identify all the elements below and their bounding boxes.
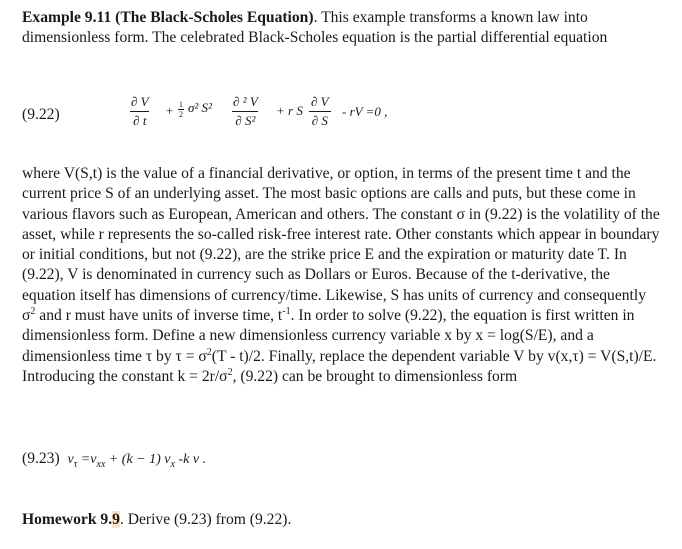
plus-sign: + <box>166 103 174 118</box>
one-half-fraction: $\frac{1}{2}$ <box>179 100 183 119</box>
homework-label: Homework 9.9 <box>22 511 120 528</box>
homework-text: . Derive (9.23) from (9.22). <box>119 511 292 528</box>
example-heading: Example 9.11 (The Black-Scholes Equation) <box>22 9 314 26</box>
example-paragraph <box>22 8 662 49</box>
equation-9-23-label: (9.23) <box>22 450 60 467</box>
equation-9-22-label: (9.22) <box>22 106 60 123</box>
highlighted-number: 9 <box>112 511 120 528</box>
d2V-dS2-fraction: $\frac{\text{∂ ² V}}{\text{∂ S²}}$ <box>233 94 258 128</box>
homework-line <box>22 511 291 529</box>
plus-r-s: + r S <box>276 103 303 118</box>
equation-9-23: (9.23) $v_\tau =v_{xx} + (k - 1)$ $v_x$ -k v . <box>22 450 207 471</box>
minus-rV-equals-zero: - rV =0 , <box>342 104 388 119</box>
example-intro-text: . This example transforms a known law into dimensionless form. The celebrated Black-Scholes equation is the partial differential equation <box>22 9 608 47</box>
dV-dS-fraction: $\frac{\partial V}{\partial S}$ <box>308 95 332 128</box>
dV-dt-fraction: $\frac{\partial V}{\partial t}$ <box>131 94 149 128</box>
sigma-squared-s-squared: σ² S² <box>188 100 212 115</box>
body-paragraph: where V(S,t) is the value of a financial derivative, or option, in terms of the present time t and the current price S of an underlying asset. The most basic options are calls and puts, but these come in various flavors such as European, American and others. The constant σ in (9.22) is the volatility of the asset, while r represents the so-called risk-free interest rate. Other constants which appear in boundary or initial conditions, but not (9.22), are the strike price E and the expiration or maturity date T. In (9.22), V is denominated in currency such as Dollars or Euros. Because of the t-derivative, the equation itself has dimensions of currency/time. Likewise, S has units of currency and consequently $\sigma^2$ and r must have units of inverse time, $t^{-1}$. In order to solve (9.22), the equation is first written in dimensionless form. Define a new dimensionless currency variable x by x = log(S/E), and a dimensionless time τ by $\tau = \sigma^2(T - t)/2$. Finally, replace the dependent variable V by v(x,τ) = V(S,t)/E. Introducing the constant $k = 2r/\sigma^2$, (9.22) can be brought to dimensionless form <box>22 165 660 385</box>
